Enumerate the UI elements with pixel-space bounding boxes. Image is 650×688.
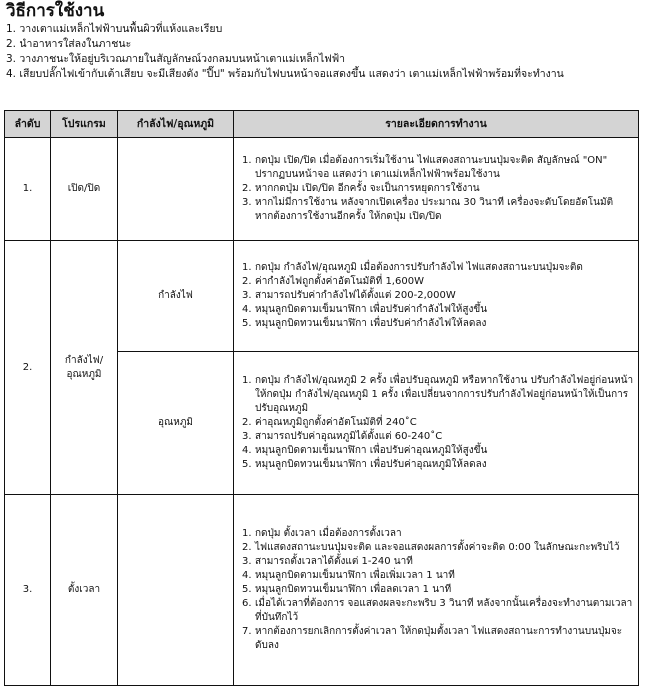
detail-item: 5. หมุนลูกบิดทวนเข็มนาฬิกา เพื่อปรับค่ากำลังไฟให้ลดลง [242,318,487,329]
usage-step: 2. นำอาหารใส่ลงในภาชนะ [6,38,132,50]
row-number: 2. [5,241,51,495]
setting-cell [118,495,234,686]
detail-item: 3. สามารถปรับค่ากำลังไฟได้ตั้งแต่ 200-2,000W [242,290,456,301]
details-cell [234,138,639,241]
setting-power: กำลังไฟ [118,241,234,352]
table-header-row [5,111,639,138]
detail-item: 3. สามารถปรับค่าอุณหภูมิได้ตั้งแต่ 60-240˚C [242,431,443,442]
detail-item: 3. หากไม่มีการใช้งาน หลังจากเปิดเครื่อง ประมาณ 30 วินาที เครื่องจะดับโดยอัตโนมัติ หากต้องการใช้งานอีกครั้ง ให้กดปุ่ม เปิด/ปิด [242,197,614,222]
detail-item: 2. ไฟแสดงสถานะบนปุ่มจะติด และจอแสดงผลการตั้งค่าจะติด 0:00 ในลักษณะกะพริบไว้ [242,542,620,553]
program-name: กำลังไฟ/ อุณหภูมิ [51,241,118,495]
detail-item: 5. หมุนลูกบิดทวนเข็มนาฬิกา เพื่อปรับค่าอุณหภูมิให้ลดลง [242,459,487,470]
row-number: 3. [5,495,51,686]
detail-item: 2. ค่าอุณหภูมิถูกตั้งค่าอัตโนมัติที่ 240˚C [242,417,417,428]
detail-item: 4. หมุนลูกบิดตามเข็มนาฬิกา เพื่อปรับค่าอุณหภูมิให้สูงขึ้น [242,445,488,456]
details-cell [234,495,639,686]
setting-temperature: อุณหภูมิ [118,352,234,495]
detail-item: 3. สามารถตั้งเวลาได้ตั้งแต่ 1-240 นาที [242,556,413,567]
details-cell [234,241,639,352]
header-power-temp: กำลังไฟ/อุณหภูมิ [118,111,234,138]
program-name: เปิด/ปิด [51,138,118,241]
table-row [5,241,639,352]
detail-item: 2. ค่ากำลังไฟถูกตั้งค่าอัตโนมัติที่ 1,600W [242,276,424,287]
detail-item: 1. กดปุ่ม กำลังไฟ/อุณหภูมิ 2 ครั้ง เพื่อปรับอุณหภูมิ หรือหากใช้งาน ปรับกำลังไฟอยู่ก่อนหน้า ให้กดปุ่ม กำลังไฟ/อุณหภูมิ 1 ครั้ง เพื่อเปลี่ยนจากการปรับกำลังไฟอยู่ก่อนหน้าให้เป็นการปรับอุณหภูมิ [242,375,634,414]
detail-item: 6. เมื่อได้เวลาที่ต้องการ จอแสดงผลจะกะพริบ 3 วินาที หลังจากนั้นเครื่องจะทำงานตามเวลาที่บันทึกไว้ [242,598,633,623]
detail-item: 4. หมุนลูกบิดตามเข็มนาฬิกา เพื่อปรับค่ากำลังไฟให้สูงขึ้น [242,304,488,315]
details-cell [234,352,639,495]
detail-item: 5. หมุนลูกบิดทวนเข็มนาฬิกา เพื่อลดเวลา 1 นาที [242,584,452,595]
setting-cell [118,138,234,241]
program-name: ตั้งเวลา [51,495,118,686]
table-row [5,138,639,241]
usage-step: 4. เสียบปลั๊กไฟเข้ากับเต้าเสียบ จะมีเสียงดัง "ปี๊ป" พร้อมกับไฟบนหน้าจอแสดงขึ้น แสดงว่า เตาแม่เหล็กไฟฟ้าพร้อมที่จะทำงาน [6,68,564,80]
row-number: 1. [5,138,51,241]
detail-item: 2. หากกดปุ่ม เปิด/ปิด อีกครั้ง จะเป็นการหยุดการใช้งาน [242,183,480,194]
usage-step: 3. วางภาชนะให้อยู่บริเวณภายในสัญลักษณ์วงกลมบนหน้าเตาแม่เหล็กไฟฟ้า [6,53,346,65]
header-program: โปรแกรม [51,111,118,138]
detail-item: 7. หากต้องการยกเลิกการตั้งค่าเวลา ให้กดปุ่มตั้งเวลา ไฟแสดงสถานะการทำงานบนปุ่มจะดับลง [242,626,623,651]
detail-item: 1. กดปุ่ม กำลังไฟ/อุณหภูมิ เมื่อต้องการปรับกำลังไฟ ไฟแสดงสถานะบนปุ่มจะติด [242,262,583,273]
usage-step: 1. วางเตาแม่เหล็กไฟฟ้าบนพื้นผิวที่แห้งและเรียบ [6,23,223,35]
program-table [4,110,639,686]
detail-item: 1. กดปุ่ม ตั้งเวลา เมื่อต้องการตั้งเวลา [242,528,402,539]
usage-steps [6,22,646,82]
detail-item: 1. กดปุ่ม เปิด/ปิด เมื่อต้องการเริ่มใช้งาน ไฟแสดงสถานะบนปุ่มจะติด สัญลักษณ์ "ON" ปรากฏบนหน้าจอ แสดงว่า เตาแม่เหล็กไฟฟ้าพร้อมใช้งาน [242,155,608,180]
page-title: วิธีการใช้งาน [6,1,105,21]
table-row [5,495,639,686]
detail-item: 4. หมุนลูกบิดตามเข็มนาฬิกา เพื่อเพิ่มเวลา 1 นาที [242,570,455,581]
header-details: รายละเอียดการทำงาน [234,111,639,138]
header-no: ลำดับ [5,111,51,138]
